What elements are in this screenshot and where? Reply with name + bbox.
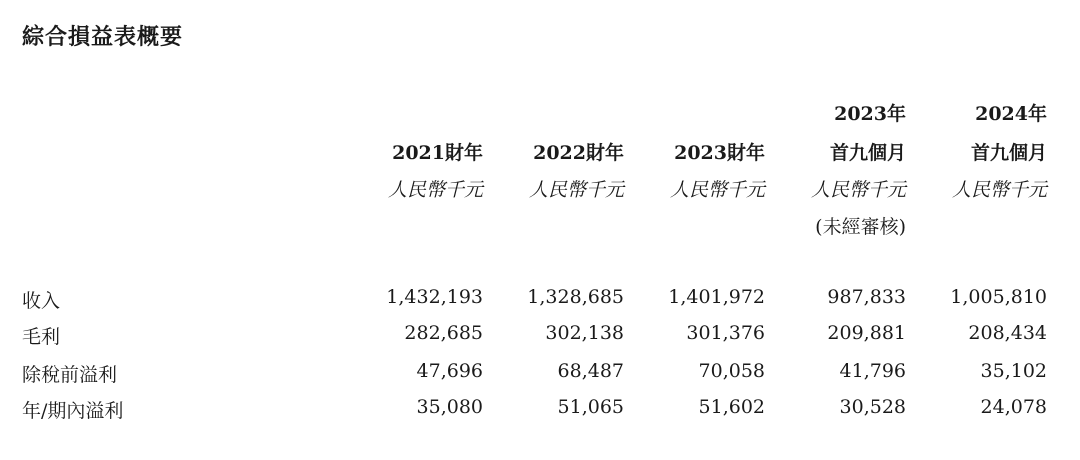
column-header-unit: 人民幣千元	[528, 179, 624, 201]
table-cell: 1,005,810	[950, 286, 1047, 308]
column-header-line2: 首九個月	[829, 142, 906, 164]
row-label: 除稅前溢利	[22, 364, 118, 386]
table-cell: 987,833	[827, 286, 906, 308]
column-header-note: (未經審核)	[815, 216, 906, 238]
table-cell: 51,065	[557, 396, 624, 418]
table-cell: 68,487	[557, 360, 624, 382]
column-header-line2: 首九個月	[970, 142, 1047, 164]
table-cell: 209,881	[827, 322, 906, 344]
column-header-line2: 2022財年	[533, 142, 624, 164]
column-header-line2: 2021財年	[392, 142, 483, 164]
table-cell: 1,401,972	[668, 286, 765, 308]
table-cell: 30,528	[839, 396, 906, 418]
table-cell: 35,102	[980, 360, 1047, 382]
table-cell: 1,328,685	[527, 286, 624, 308]
column-header-line2: 2023財年	[674, 142, 765, 164]
column-header-line1: 2024年	[975, 103, 1047, 125]
table-cell: 1,432,193	[386, 286, 483, 308]
column-header-line1: 2023年	[834, 103, 906, 125]
row-label: 年/期內溢利	[22, 400, 124, 422]
row-label: 毛利	[22, 326, 61, 348]
table-cell: 41,796	[839, 360, 906, 382]
table-cell: 302,138	[545, 322, 624, 344]
table-cell: 282,685	[404, 322, 483, 344]
table-cell: 47,696	[416, 360, 483, 382]
table-cell: 51,602	[698, 396, 765, 418]
table-cell: 24,078	[980, 396, 1047, 418]
column-header-unit: 人民幣千元	[669, 179, 765, 201]
column-header-unit: 人民幣千元	[810, 179, 906, 201]
row-label: 收入	[22, 290, 61, 312]
page-title: 綜合損益表概要	[22, 24, 184, 50]
column-header-unit: 人民幣千元	[387, 179, 483, 201]
table-cell: 35,080	[416, 396, 483, 418]
table-cell: 70,058	[698, 360, 765, 382]
column-header-unit: 人民幣千元	[951, 179, 1047, 201]
table-cell: 301,376	[686, 322, 765, 344]
table-cell: 208,434	[968, 322, 1047, 344]
